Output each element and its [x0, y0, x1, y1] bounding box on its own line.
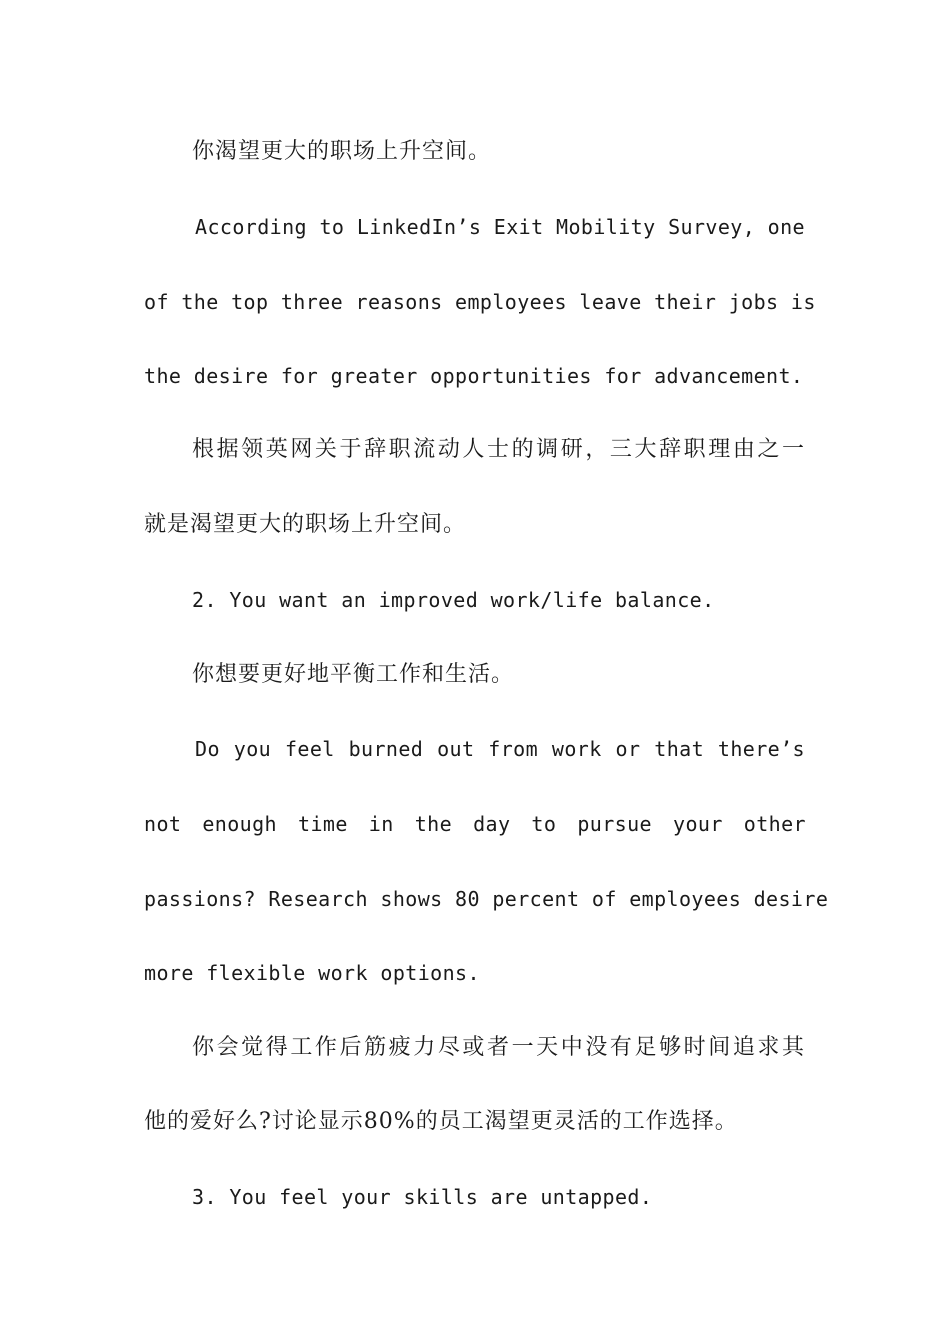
text-line: 你想要更好地平衡工作和生活。 [192, 662, 515, 687]
list-item-heading: 3. You feel your skills are untapped. [192, 1185, 653, 1209]
text-line: more flexible work options. [144, 961, 480, 985]
text-line: 他的爱好么?讨论显示80%的员工渴望更灵活的工作选择。 [144, 1109, 738, 1134]
text-line: Do you feel burned out from work or that there’s [195, 737, 805, 761]
text-line: 你会觉得工作后筋疲力尽或者一天中没有足够时间追求其 [192, 1035, 805, 1060]
text-line: 就是渴望更大的职场上升空间。 [144, 512, 467, 537]
list-item-heading: 2. You want an improved work/life balance. [192, 588, 715, 612]
text-line: 你渴望更大的职场上升空间。 [192, 139, 492, 164]
text-line: passions? Research shows 80 percent of employees desire [144, 887, 829, 911]
text-line: of the top three reasons employees leave their jobs is [144, 290, 816, 314]
text-line: 根据领英网关于辞职流动人士的调研，三大辞职理由之一 [192, 437, 805, 462]
text-line: the desire for greater opportunities for advancement. [144, 364, 804, 388]
text-line: not enough time in the day to pursue your other [144, 812, 806, 836]
text-line: According to LinkedIn’s Exit Mobility Survey, one [195, 215, 805, 239]
